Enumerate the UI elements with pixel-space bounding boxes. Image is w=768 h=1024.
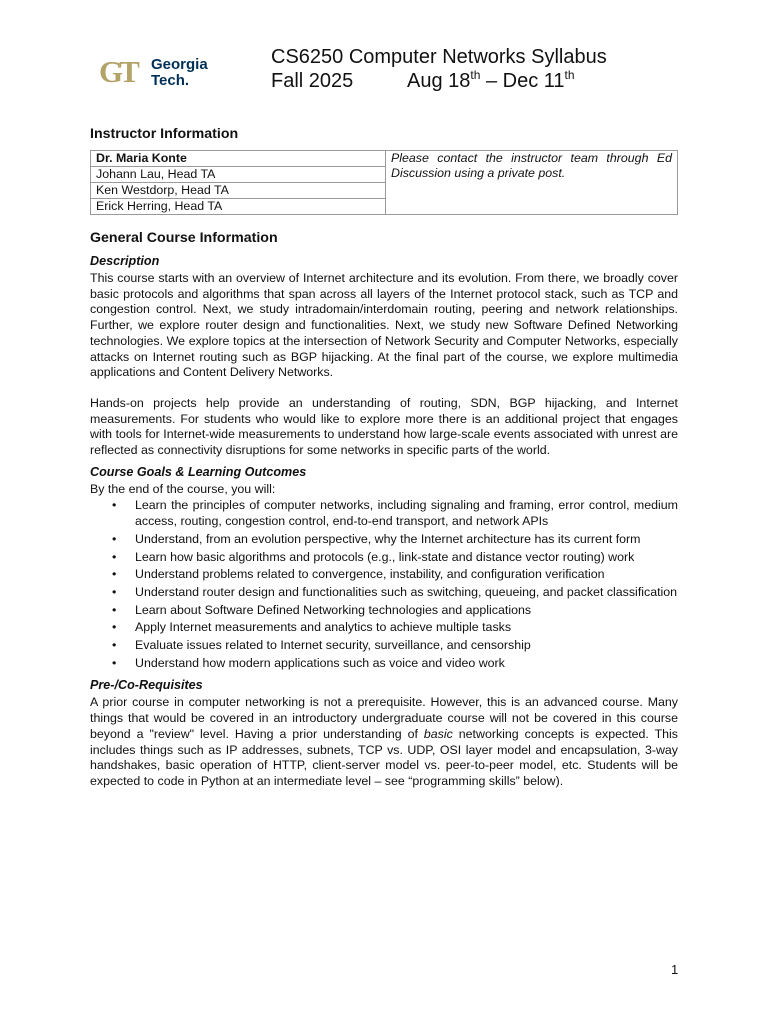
georgia-tech-logo [99,54,214,90]
list-item: • Understand problems related to convergence, instability, and configuration verification [135,567,678,583]
goals-list [90,498,678,671]
gt-logo-graphic [99,54,214,90]
date-start-sup: th [470,68,481,82]
ta-name: Erick Herring, Head TA [91,199,386,215]
description-paragraph-1: This course starts with an overview of Internet architecture and its evolution. From there, we broadly cover basic protocols and algorithms that span across all layers of the Internet protocol stack, such as TCP and congestion control. Next, we study intradomain/interdomain routing, peering and network relationships. Further, we explore router design and functionalities. Next, we study new Software Defined Networking technologies. We explore topics at the intersection of Network Security and Computer Networks, especially attacks on Internet routing such as BGP hijacking. At the final part of the course, we explore multimedia applications and Content Delivery Networks. [90,271,678,380]
term-label: Fall 2025 [271,70,354,92]
description-heading: Description [90,254,160,268]
goals-intro: By the end of the course, you will: [90,481,276,496]
prereq-emphasis: basic [423,726,453,741]
prereq-text-2: networking concepts is expected. This includes things such as IP addresses, subnets, TCP vs. UDP, OSI layer model and encapsulation, 3-way handshakes, basic operation of HTTP, client-server model vs. peer-to-peer model, etc. Students will be expected to code in Python at an intermediate level – see “programming skills” below). [90,726,679,788]
syllabus-title-block [271,45,607,93]
list-item: • Understand how modern applications such as voice and video work [135,656,678,672]
page-number: 1 [671,962,679,977]
list-item: • Evaluate issues related to Internet security, surveillance, and censorship [135,638,678,654]
contact-note: Please contact the instructor team through Ed Discussion using a private post. [386,151,678,215]
description-paragraph-2: Hands-on projects help provide an understanding of routing, SDN, BGP hijacking, and Internet measurements. For students who would like to explore more there is an additional project that engages with tools for Internet-wide measurements to understand how large-scale events associated with unrest are reflected as connectivity disruptions for some networks in specific parts of the world. [90,395,678,458]
general-info-heading: General Course Information [90,230,278,246]
list-item: • Learn about Software Defined Networking technologies and applications [135,603,678,619]
term-dates [407,69,575,93]
list-item: • Learn the principles of computer networks, including signaling and framing, error control, medium access, routing, congestion control, end-to-end transport, and network APIs [135,498,678,529]
date-end: – Dec 11 [480,70,565,92]
prereq-heading: Pre-/Co-Requisites [90,678,203,693]
ta-name: Johann Lau, Head TA [91,167,386,183]
table-row [91,151,678,167]
list-item: • Understand router design and functionalities such as switching, queueing, and packet classification [135,585,678,601]
list-item: • Learn how basic algorithms and protocols (e.g., link-state and distance vector routing) work [135,550,678,566]
term-line [271,69,607,93]
logo-word-tech: Tech. [151,72,190,89]
gt-monogram: GT [99,54,136,89]
logo-word-georgia: Georgia [151,56,208,73]
ta-name: Ken Westdorp, Head TA [91,183,386,199]
instructor-heading: Instructor Information [90,126,239,142]
goals-heading: Course Goals & Learning Outcomes [90,464,307,479]
prereq-paragraph [90,695,678,789]
syllabus-content [90,125,678,790]
list-item: • Apply Internet measurements and analytics to achieve multiple tasks [135,620,678,636]
instructor-name: Dr. Maria Konte [91,151,386,167]
list-item: • Understand, from an evolution perspective, why the Internet architecture has its current form [135,532,678,548]
instructor-table [90,150,678,215]
prereq-text-1: A prior course in computer networking is not a prerequisite. However, this is an advanced course. Many things that would be covered in an introductory undergraduate course will not be covered in this course beyond a "review" level. Having a prior understanding of [90,695,678,741]
course-title: CS6250 Computer Networks Syllabus [271,46,607,68]
date-end-sup: th [564,68,575,82]
date-start: Aug 18 [407,70,471,92]
